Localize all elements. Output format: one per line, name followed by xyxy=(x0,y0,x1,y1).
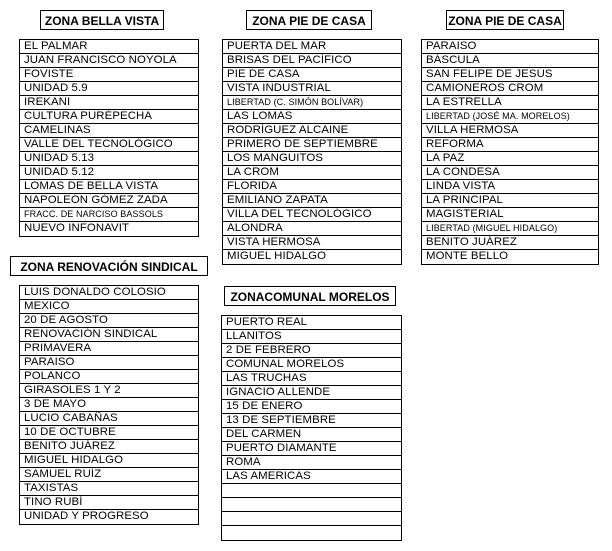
zone-title: ZONA RENOVACIÓN SINDICAL xyxy=(10,256,208,276)
list-item: CAMIONEROS CROM xyxy=(422,82,598,96)
list-item: LA CONDESA xyxy=(422,166,598,180)
list-item: UNIDAD Y PROGRESO xyxy=(24,510,149,522)
list-item: VISTA HERMOSA xyxy=(223,236,401,250)
list-item: BÁSCULA xyxy=(422,54,598,68)
list-item: TAXISTAS xyxy=(20,482,198,496)
list-item: PARAISO xyxy=(20,356,198,370)
list-item: REFORMA xyxy=(422,138,598,152)
list-item: LUIS DONALDO COLOSIO xyxy=(20,286,198,300)
list-item: UNIDAD 5.13 xyxy=(20,152,198,166)
list-item: PUERTO REAL xyxy=(222,316,401,330)
list-item xyxy=(222,512,401,526)
list-item: MEXICO xyxy=(20,300,198,314)
list-item: CULTURA PURÉPECHA xyxy=(20,110,198,124)
neighborhood-list xyxy=(221,315,402,541)
list-item: LA ESTRELLA xyxy=(422,96,598,110)
list-item: 10 DE OCTUBRE xyxy=(20,426,198,440)
zone-title: ZONA BELLA VISTA xyxy=(40,10,164,30)
list-item: SAMUEL RUÍZ xyxy=(20,468,198,482)
list-item: CAMELINAS xyxy=(20,124,198,138)
neighborhood-list xyxy=(222,39,402,265)
list-item: LIBERTAD (C. SIMÓN BOLÍVAR) xyxy=(223,96,401,110)
list-item: FOVISTE xyxy=(20,68,198,82)
list-item: COMUNAL MORELOS xyxy=(222,358,401,372)
list-item: 2 DE FEBRERO xyxy=(222,344,401,358)
list-item: IREKANI xyxy=(20,96,198,110)
neighborhood-list xyxy=(421,39,599,265)
list-item: LOMAS DE BELLA VISTA xyxy=(20,180,198,194)
list-item: PRIMERO DE SEPTIEMBRE xyxy=(223,138,401,152)
list-item: FRACC. DE NARCISO BASSOLS xyxy=(20,208,198,222)
list-item: ROMA xyxy=(222,456,401,470)
list-item: DEL CARMEN xyxy=(222,428,401,442)
list-item: TINO RUBÍ xyxy=(20,496,198,510)
list-item: GIRASOLES 1 Y 2 xyxy=(20,384,198,398)
list-item: PRIMAVERA xyxy=(20,342,198,356)
list-item: LAS LOMAS xyxy=(223,110,401,124)
zone-title: ZONA PIE DE CASA xyxy=(446,10,564,30)
list-item: PUERTO DIAMANTE xyxy=(222,442,401,456)
list-item: IGNACIO ALLENDE xyxy=(222,386,401,400)
list-item: LLANITOS xyxy=(222,330,401,344)
list-item: VALLE DEL TECNOLÓGICO xyxy=(20,138,198,152)
list-item: 3 DE MAYO xyxy=(20,398,198,412)
list-item: BENITO JUÁREZ xyxy=(422,236,598,250)
list-item: RODRÍGUEZ ALCAINE xyxy=(223,124,401,138)
list-item: EMILIANO ZAPATA xyxy=(223,194,401,208)
list-item: EL PALMAR xyxy=(20,40,198,54)
list-item: LA PAZ xyxy=(422,152,598,166)
list-item: 15 DE ENERO xyxy=(222,400,401,414)
list-item: VILLA DEL TECNOLÓGICO xyxy=(223,208,401,222)
list-item: LUCIO CABAÑAS xyxy=(20,412,198,426)
list-item: JUAN FRANCISCO NOYOLA xyxy=(20,54,198,68)
list-item: BRISAS DEL PACÍFICO xyxy=(223,54,401,68)
list-item: FLORIDA xyxy=(223,180,401,194)
list-item: VILLA HERMOSA xyxy=(422,124,598,138)
list-item: LAS TRUCHAS xyxy=(222,372,401,386)
list-item: MIGUEL HIDALGO xyxy=(227,250,327,262)
list-item: LA PRINCIPAL xyxy=(422,194,598,208)
list-item: LAS AMERICAS xyxy=(222,470,401,484)
zone-title: ZONACOMUNAL MORELOS xyxy=(224,286,396,306)
list-item: POLANCO xyxy=(20,370,198,384)
list-item: NAPOLEÓN GÓMEZ ZADA xyxy=(20,194,198,208)
list-item: MIGUEL HIDALGO xyxy=(20,454,198,468)
list-item: RENOVACIÓN SINDICAL xyxy=(20,328,198,342)
list-item: UNIDAD 5.9 xyxy=(20,82,198,96)
list-item: VISTA INDUSTRIAL xyxy=(223,82,401,96)
list-item xyxy=(222,526,401,540)
list-item: PIE DE CASA xyxy=(223,68,401,82)
list-item: PUERTA DEL MAR xyxy=(223,40,401,54)
list-item: LIBERTAD (JOSÉ MA. MORELOS) xyxy=(422,110,598,124)
list-item: UNIDAD 5.12 xyxy=(20,166,198,180)
list-item: LOS MANGUITOS xyxy=(223,152,401,166)
list-item: ALONDRA xyxy=(223,222,401,236)
list-item xyxy=(222,484,401,498)
list-item: LINDA VISTA xyxy=(422,180,598,194)
list-item: MAGISTERIAL xyxy=(422,208,598,222)
list-item: LIBERTAD (MIGUEL HIDALGO) xyxy=(422,222,598,236)
list-item: SAN FELIPE DE JESÚS xyxy=(422,68,598,82)
list-item: MONTE BELLO xyxy=(426,250,509,262)
list-item: PARAISO xyxy=(422,40,598,54)
list-item xyxy=(222,498,401,512)
zone-title: ZONA PIE DE CASA xyxy=(246,10,372,30)
list-item: BENITO JUÁREZ xyxy=(20,440,198,454)
list-item: 20 DE AGOSTO xyxy=(20,314,198,328)
neighborhood-list xyxy=(19,285,199,525)
list-item: NUEVO INFONAVIT xyxy=(24,222,130,234)
list-item: LA CROM xyxy=(223,166,401,180)
list-item: 13 DE SEPTIEMBRE xyxy=(222,414,401,428)
neighborhood-list xyxy=(19,39,199,237)
